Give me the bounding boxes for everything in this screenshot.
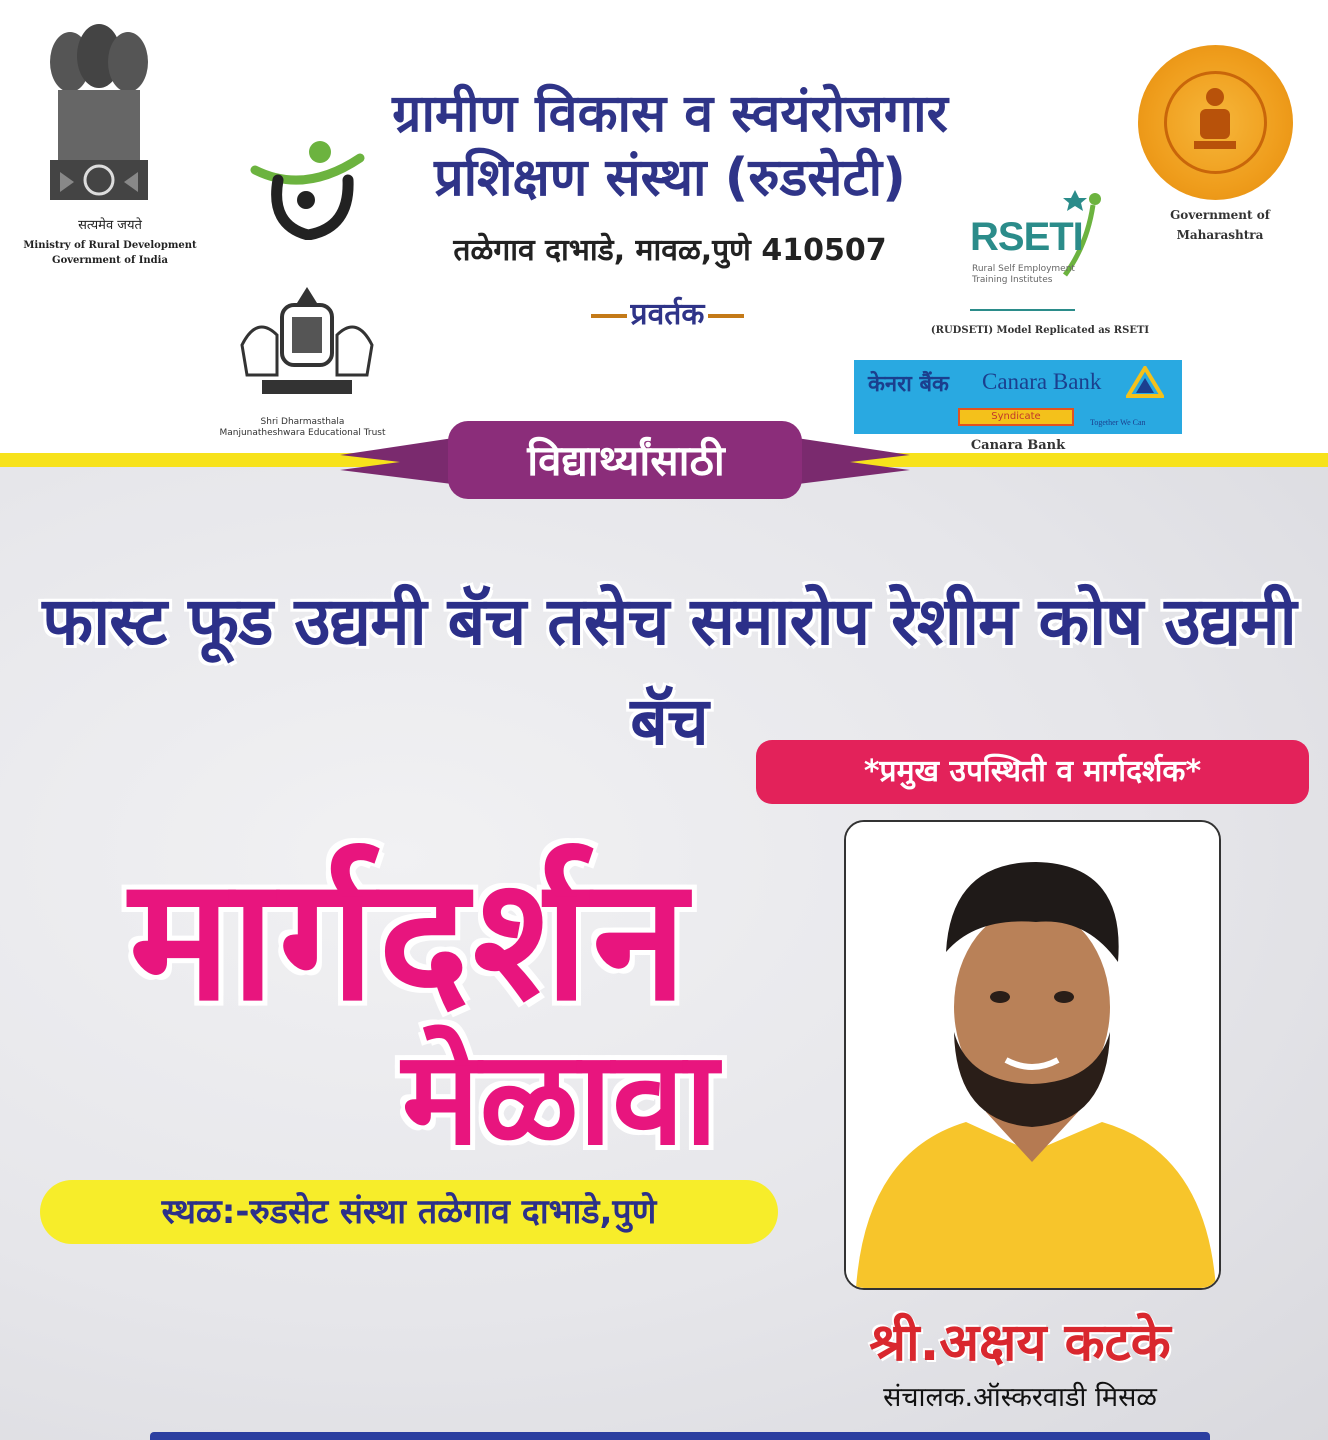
maharashtra-seal-icon (1138, 45, 1293, 200)
canara-triangle-icon (1126, 366, 1164, 398)
canara-caption: Canara Bank (970, 438, 1066, 453)
org-title (330, 82, 1010, 210)
speaker-name: श्री.अक्षय कटके (869, 1313, 1171, 1373)
event-title-line-1: मार्गदर्शन (129, 841, 691, 1039)
bottom-strip (150, 1432, 1210, 1440)
pravartak-text: प्रवर्तक (630, 297, 705, 332)
ashoka-emblem-icon (40, 22, 158, 212)
right-dash (708, 314, 744, 318)
org-title-line-1: ग्रामीण विकास व स्वयंरोजगार (392, 84, 948, 144)
syndicate-badge: Syndicate (958, 408, 1074, 426)
ministry-label (0, 238, 220, 268)
speaker-photo (844, 820, 1221, 1290)
event-title-line-2: मेळावा (401, 1022, 719, 1174)
seal-urn-icon (1188, 85, 1243, 155)
canara-tagline: Together We Can (1090, 418, 1146, 427)
gov-maharashtra-label (1130, 205, 1310, 245)
gov-maharashtra-line-2: Maharashtra (1176, 228, 1264, 242)
rseti-sub-line-2: Training Institutes (972, 275, 1053, 285)
trust-name-line-1: Shri Dharmasthala (260, 417, 345, 427)
ministry-line-2: Government of India (52, 255, 168, 266)
org-title-line-2: प्रशिक्षण संस्था (रुडसेटी) (434, 148, 906, 208)
headline: फास्ट फूड उद्यमी बॅच तसेच समारोप रेशीम कोष उद्यमी बॅच (42, 583, 1296, 760)
trust-name-line-2: Manjunatheshwara Educational Trust (219, 428, 386, 438)
left-dash (591, 314, 627, 318)
speaker-role: संचालक.ऑस्करवाडी मिसळ (883, 1382, 1157, 1413)
canara-english-text: Canara Bank (982, 369, 1102, 394)
speaker-portrait-image (846, 822, 1219, 1288)
venue-pill: स्थळ:-रुडसेट संस्था तळेगाव दाभाडे,पुणे (40, 1180, 778, 1244)
rseti-logo-text: RSETI (970, 215, 1083, 259)
trust-emblem-icon (232, 285, 382, 410)
emblem-motto: सत्यमेव जयते (78, 218, 142, 233)
rseti-sub-line-1: Rural Self Employment (972, 264, 1075, 274)
gov-maharashtra-line-1: Government of (1170, 208, 1270, 222)
org-address: तळेगाव दाभाडे, मावळ,पुणे 410507 (453, 233, 887, 268)
chief-guest-label: *प्रमुख उपस्थिती व मार्गदर्शक* (756, 740, 1309, 804)
canara-hindi-text: केनरा बैंक (868, 372, 949, 397)
pravartak-label (555, 292, 780, 333)
banner-label: विद्यार्थ्यांसाठी (527, 436, 725, 485)
rseti-replicated-label: (RUDSETI) Model Replicated as RSETI (930, 325, 1150, 336)
rseti-subtitle (972, 264, 1082, 286)
ministry-line-1: Ministry of Rural Development (23, 240, 197, 251)
